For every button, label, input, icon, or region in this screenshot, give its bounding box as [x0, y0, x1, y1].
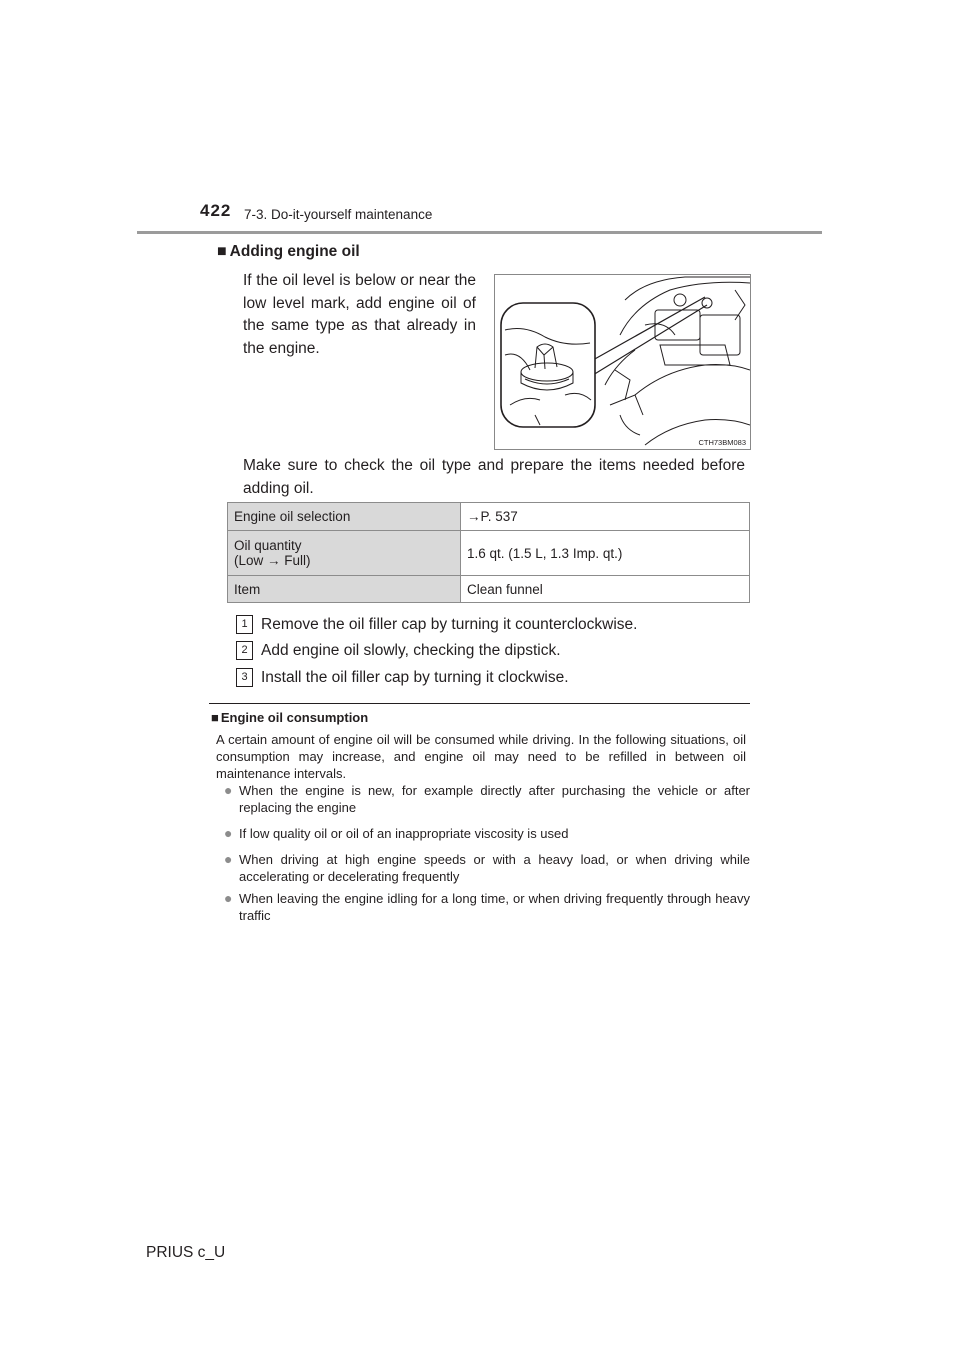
section-divider: [209, 703, 750, 704]
bullet-dot-icon: ●: [224, 782, 233, 798]
table-row: [228, 503, 750, 531]
table-key-cell: Engine oil selection: [228, 503, 461, 531]
step-number-badge: 3: [236, 668, 253, 687]
bullet-dot-icon: ●: [224, 890, 233, 906]
step-text: Remove the oil filler cap by turning it counterclockwise.: [261, 616, 638, 633]
table-value-cell: 1.6 qt. (1.5 L, 1.3 Imp. qt.): [461, 531, 750, 576]
list-item: [224, 782, 750, 816]
consumption-paragraph: A certain amount of engine oil will be consumed while driving. In the following situations, oil consumption may increase, and engine oil may need to be refilled in between oil maintenance intervals.: [216, 732, 746, 781]
list-item: [224, 825, 750, 842]
table-row: [228, 531, 750, 576]
table-row: [228, 576, 750, 603]
heading-text: Adding engine oil: [229, 243, 360, 260]
engine-oil-cap-illustration: [494, 274, 751, 450]
engine-oil-table: [227, 502, 750, 603]
engine-bay-drawing: [495, 275, 750, 449]
page-number: 422: [200, 201, 232, 220]
footer-model: PRIUS c_U: [146, 1244, 226, 1261]
list-item: [224, 890, 750, 924]
table-key-line: Oil quantity: [234, 538, 302, 553]
table-key-line: (Low → Full): [234, 553, 311, 568]
step-3: [236, 668, 569, 688]
step-1: [236, 615, 637, 635]
bullet-dot-icon: ●: [224, 825, 233, 841]
subheading-text: Engine oil consumption: [220, 710, 369, 725]
step-number-badge: 2: [236, 641, 253, 660]
table-key-cell: Item: [228, 576, 461, 603]
step-text: Add engine oil slowly, checking the dipstick.: [261, 642, 561, 659]
figure-code: CTH73BM083: [698, 438, 746, 447]
subheading-engine-oil-consumption: [211, 710, 368, 725]
step-2: [236, 641, 561, 661]
intro-paragraph: If the oil level is below or near the low level mark, add engine oil of the same type as that already in the engine.: [243, 272, 476, 357]
square-bullet-icon: ■: [217, 243, 227, 260]
table-value-cell: →P. 537: [461, 503, 750, 531]
bullet-dot-icon: ●: [224, 851, 233, 867]
step-text: Install the oil filler cap by turning it clockwise.: [261, 669, 569, 686]
square-bullet-icon: ■: [211, 710, 219, 725]
heading-adding-engine-oil: [217, 243, 360, 261]
list-item-text: If low quality oil or oil of an inappropriate viscosity is used: [239, 826, 569, 841]
header-divider: [137, 231, 822, 234]
table-key-cell: [228, 531, 461, 576]
list-item-text: When driving at high engine speeds or with a heavy load, or when driving while accelerating or decelerating frequently: [239, 852, 750, 884]
list-item-text: When leaving the engine idling for a long time, or when driving frequently through heavy traffic: [239, 891, 750, 923]
section-title: 7-3. Do-it-yourself maintenance: [244, 207, 433, 222]
table-value-cell: Clean funnel: [461, 576, 750, 603]
list-item-text: When the engine is new, for example directly after purchasing the vehicle or after replacing the engine: [239, 783, 750, 815]
step-number-badge: 1: [236, 615, 253, 634]
list-item: [224, 851, 750, 885]
note-paragraph: Make sure to check the oil type and prepare the items needed before adding oil.: [243, 457, 745, 497]
